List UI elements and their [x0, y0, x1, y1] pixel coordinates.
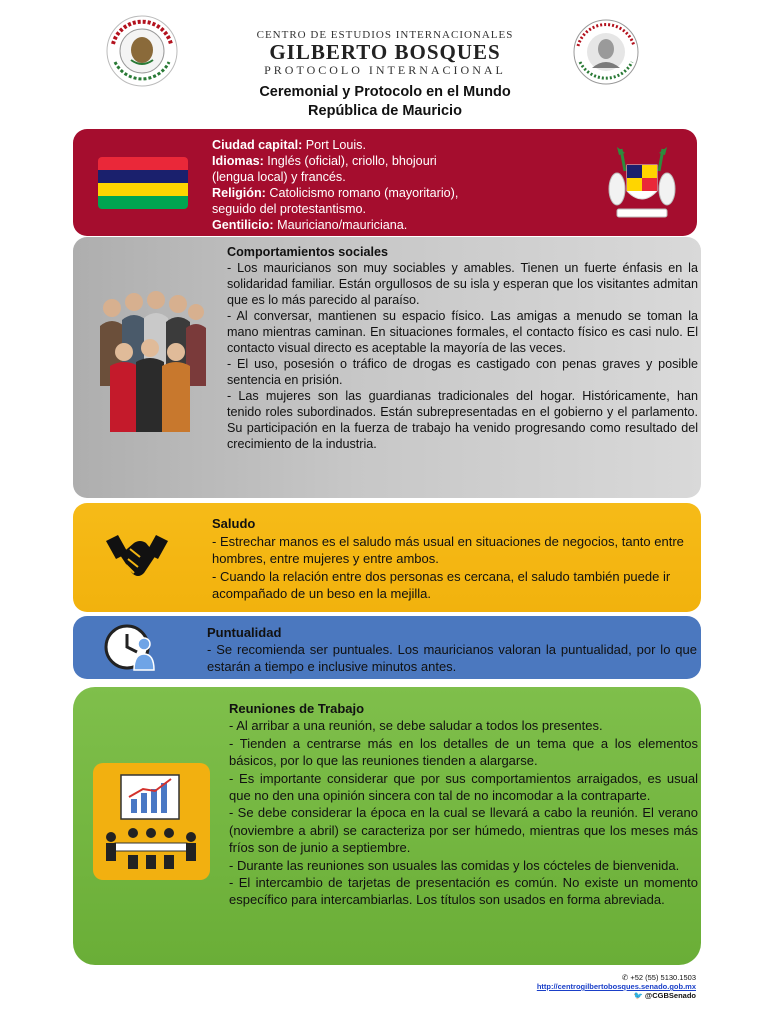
punctuality-heading: Puntualidad: [207, 625, 282, 640]
footer-url-link[interactable]: http://centrogilbertobosques.senado.gob.mx: [536, 982, 696, 991]
handshake-icon: [104, 527, 170, 587]
footer-phone-row: [537, 973, 696, 982]
org-top-line: CENTRO DE ESTUDIOS INTERNACIONALES: [256, 29, 514, 41]
gentilicio-label: Gentilicio:: [212, 218, 274, 232]
capital-label: Ciudad capital:: [212, 138, 303, 152]
footer-twitter[interactable]: @CGBSenado: [644, 991, 696, 1000]
social-heading: Comportamientos sociales: [227, 245, 388, 259]
clock-person-icon: [103, 622, 161, 674]
meetings-paragraph-2: - Tienden a centrarse más en los detalles de un tema que a los elementos básicos, por lo que las reuniones tienden a alargarse.: [229, 735, 698, 769]
coat-of-arms-icon: [603, 141, 681, 225]
title-line-1: Ceremonial y Protocolo en el Mundo: [259, 84, 511, 100]
footer-phone: +52 (55) 5130.1503: [630, 973, 696, 982]
title-line-2: República de Mauricio: [308, 103, 462, 119]
footer-contact: [537, 973, 696, 1000]
country-info-text: [212, 137, 512, 233]
languages-value-2: (lengua local) y francés.: [212, 170, 346, 184]
meeting-presentation-icon: [93, 763, 210, 880]
flag-stripe-red: [98, 157, 188, 170]
document-title: [0, 83, 770, 121]
people-group-icon: [94, 286, 210, 436]
org-subtitle: PROTOCOLO INTERNACIONAL: [264, 63, 506, 77]
meetings-paragraph-6: - El intercambio de tarjetas de presentación es común. No existe un momento específico para intercambiarlas. Los títulos son usados en forma abreviada.: [229, 875, 698, 908]
meetings-paragraph-3: - Es importante considerar que por sus comportamientos arraigados, es usual que no den una opinión sincera con tal de no incomodar a la contraparte.: [229, 770, 698, 804]
social-paragraph-1: - Los mauricianos son muy sociables y amables. Tienen un fuerte énfasis en la solidaridad familiar. Están orgullosos de su isla y esperan que los visitantes admitan que es lo más parecido al paraíso.: [227, 261, 698, 307]
meetings-paragraph-5: - Durante las reuniones son usuales las comidas y los cócteles de bienvenida.: [229, 857, 680, 873]
languages-label: Idiomas:: [212, 154, 264, 168]
social-paragraph-2: - Al conversar, mantienen su espacio físico. Las amigas a menudo se toman la mano mientras caminan. En situaciones formales, el contacto físico es casi nulo. El contacto visual directo es aceptable la mayoría de las veces.: [227, 309, 698, 355]
social-paragraph-3: - El uso, posesión o tráfico de drogas es castigado con penas graves y posible sentencia en prisión.: [227, 357, 698, 387]
footer-twitter-row: [537, 991, 696, 1000]
meetings-heading: Reuniones de Trabajo: [229, 701, 365, 716]
greeting-heading: Saludo: [212, 516, 256, 531]
social-paragraph-4: - Las mujeres son las guardianas tradicionales del hogar. Históricamente, han tenido roles subordinados. Están subrepresentadas en el gobierno y el parlamento. Su participación en la fuerza de trabajo ha venido progresando como resultado del crecimiento de la industria.: [227, 389, 698, 451]
greeting-text: [212, 515, 699, 603]
religion-value: Catolicismo romano (mayoritario),: [265, 186, 459, 200]
org-name: GILBERTO BOSQUES: [269, 40, 501, 64]
gentilicio-value: Mauriciano/mauriciana.: [273, 218, 408, 232]
flag-stripe-green: [98, 196, 188, 209]
social-text: [227, 244, 698, 452]
twitter-icon: 🐦: [633, 991, 643, 1000]
religion-label: Religión:: [212, 186, 266, 200]
mauritius-flag: [98, 157, 188, 209]
religion-value-2: seguido del protestantismo.: [212, 202, 367, 216]
punctuality-text: [207, 624, 697, 675]
greeting-paragraph-2: - Cuando la relación entre dos personas es cercana, el saludo también puede ir acompañado de un beso en la mejilla.: [212, 568, 671, 601]
punctuality-paragraph-1: - Se recomienda ser puntuales. Los mauricianos valoran la puntualidad, por lo que estarán a tiempo e inclusive minutos antes.: [207, 642, 697, 674]
greeting-paragraph-1: - Estrechar manos es el saludo más usual en situaciones de negocios, tanto entre hombres, entre mujeres y entre ambos.: [212, 533, 684, 566]
meetings-text: [229, 700, 698, 909]
phone-icon: ✆: [621, 973, 629, 982]
meetings-paragraph-1: - Al arribar a una reunión, se debe saludar a todos los presentes.: [229, 718, 603, 734]
languages-value: Inglés (oficial), criollo, bhojouri: [263, 154, 437, 168]
capital-value: Port Louis.: [302, 138, 366, 152]
cegb-portrait-logo: [572, 18, 640, 86]
meetings-paragraph-4: - Se debe considerar la época en la cual se llevará a cabo la reunión. El verano (noviembre a abril) se caracteriza por ser húmedo, mientras que los meses más fríos son de junio a septiembre.: [229, 805, 698, 856]
flag-stripe-yellow: [98, 183, 188, 196]
flag-stripe-blue: [98, 170, 188, 183]
